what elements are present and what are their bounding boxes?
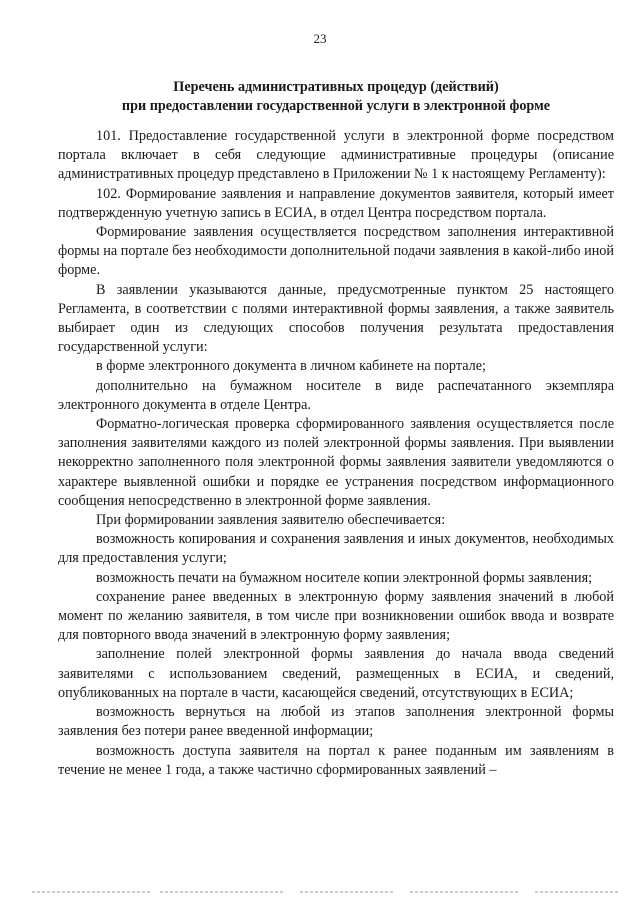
paragraph-102: 102. Формирование заявления и направление документов заявителя, который имеет подтвержденную учетную запись в ЕСИА, в отдел Центра посредством портала.	[58, 185, 614, 221]
scan-artifact-marks	[0, 888, 640, 902]
paragraph-form-filling: Формирование заявления осуществляется посредством заполнения интерактивной формы на портале без необходимости дополнительной подачи заявления в какой-либо иной форме.	[58, 224, 614, 279]
list-item-access-history: возможность доступа заявителя на портал к ранее поданным им заявлениям в течение не менее 1 года, а также частично сформированных заявлений –	[58, 742, 614, 778]
section-heading	[58, 78, 614, 116]
list-item-paper-copy: дополнительно на бумажном носителе в виде распечатанного экземпляра электронного документа в отделе Центра.	[58, 377, 614, 413]
paragraph-application-data: В заявлении указываются данные, предусмотренные пунктом 25 настоящего Регламента, в соответствии с полями интерактивной формы заявления, а также заявитель выбирает один из следующих способов получения результата предоставления государственной услуги:	[58, 281, 614, 356]
heading-line-2: при предоставлении государственной услуги в электронной форме	[121, 98, 551, 114]
list-item-copy-save: возможность копирования и сохранения заявления и иных документов, необходимых для предоставления услуги;	[58, 531, 614, 567]
list-item-electronic-document: в форме электронного документа в личном кабинете на портале;	[96, 358, 486, 375]
paragraph-provided-features: При формировании заявления заявителю обеспечивается:	[96, 512, 446, 529]
paragraph-format-check: Форматно-логическая проверка сформированного заявления осуществляется после заполнения заявителями каждого из полей электронной формы заявления. При выявлении некорректно заполненного поля электронной формы заявления заявители уведомляются о характере выявленной ошибки и порядке ее устранения посредством информационного сообщения непосредственно в электронной форме заявления.	[58, 416, 614, 509]
document-body	[58, 127, 614, 780]
heading-line-1: Перечень административных процедур (действий)	[173, 79, 499, 95]
list-item-autofill: заполнение полей электронной формы заявления до начала ввода сведений заявителями с использованием сведений, размещенных в ЕСИА, и сведений, опубликованных на портале в части, касающейся сведений, отсутствующих в ЕСИА;	[58, 646, 614, 701]
list-item-save-values: сохранение ранее введенных в электронную форму заявления значений в любой момент по желанию заявителя, в том числе при возникновении ошибок ввода и возврате для повторного ввода значений в электронную форму заявления;	[58, 588, 614, 644]
page-number: 23	[313, 31, 327, 46]
list-item-print: возможность печати на бумажном носителе копии электронной формы заявления;	[96, 569, 593, 586]
list-item-return-to-step: возможность вернуться на любой из этапов заполнения электронной формы заявления без потери ранее введенной информации;	[58, 704, 614, 740]
paragraph-101: 101. Предоставление государственной услуги в электронной форме посредством портала включает в себя следующие административные процедуры (описание административных процедур представлено в Приложении № 1 к настоящему Регламенту):	[58, 128, 614, 183]
